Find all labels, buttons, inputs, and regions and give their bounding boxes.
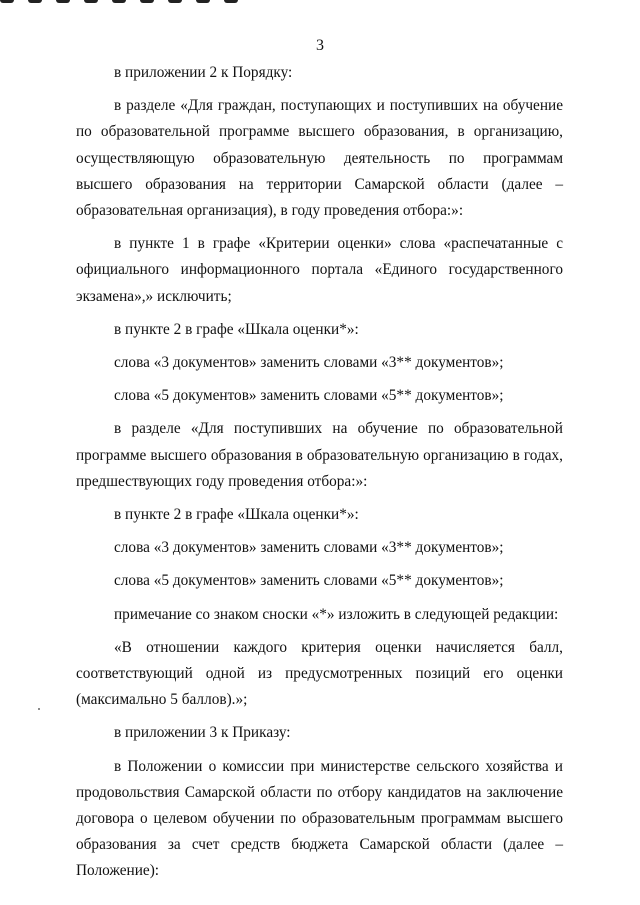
paragraph: в пункте 1 в графе «Критерии оценки» слова «распечатанные с официального информационного портала «Единого государственного экзамена»,» исключить; [76,235,563,305]
paragraph: слова «3 документов» заменить словами «3** документов»; [114,354,504,372]
paragraph: примечание со знаком сноски «*» изложить в следующей редакции: [114,605,559,623]
paragraph: слова «5 документов» заменить словами «5** документов»; [114,572,504,590]
document-body [76,60,563,885]
paragraph: в разделе «Для граждан, поступающих и поступивших на обучение по образовательной программе высшего образования, в организацию, осуществляющую образовательную деятельность по программам высшего образования на территории Самарской области (далее – образовательная организация), в году проведения отбора:»: [76,97,563,220]
paragraph: в приложении 2 к Порядку: [114,64,293,81]
paragraph: в приложении 3 к Приказу: [114,724,291,742]
paragraph: в пункте 2 в графе «Шкала оценки*»: [114,506,359,524]
paragraph: в Положении о комиссии при министерстве сельского хозяйства и продовольствия Самарской области по отбору кандидатов на заключение договора о целевом обучении по образовательным программам высшего образования за счет средств бюджета Самарской области (далее – Положение): [76,757,563,880]
paragraph: в пункте 2 в графе «Шкала оценки*»: [114,320,359,338]
paragraph: в разделе «Для поступивших на обучение по образовательной программе высшего образования в образовательную организацию в годах, предшествующих году проведения отбора:»: [76,420,563,490]
page-number: 3 [316,37,324,54]
paragraph: слова «3 документов» заменить словами «3** документов»; [114,539,504,557]
paragraph: слова «5 документов» заменить словами «5** документов»; [114,387,504,405]
paragraph: «В отношении каждого критерия оценки начисляется балл, соответствующий одной из предусмотренных позиций его оценки (максимально 5 баллов).»; [76,638,563,709]
top-edge-marks [0,0,640,6]
margin-speck [38,708,40,710]
